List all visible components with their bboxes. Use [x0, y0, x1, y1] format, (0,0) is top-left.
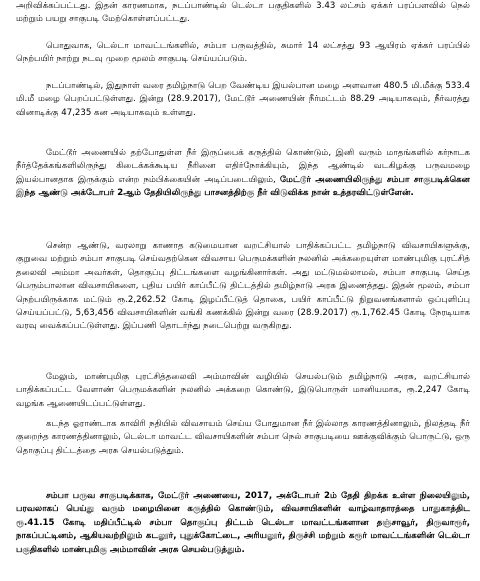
paragraph-2-text: பொதுவாக, டெல்டா மாவட்டங்களில், சம்பா பருவத்தில், சுமார் 14 லட்சத்து 93 ஆயிரம் ஏக்கர் பரப்பில் நெற்பயிர் நாற்று நடவு முறை மூலம் சாகுபடி செய்யப்படும். — [16, 41, 470, 65]
paragraph-1-text: அறிவிக்கப்பட்டது. இதன் காரணமாக, நடப்பாண்டில் டெல்டா பகுதிகளில் 3.43 லட்சம் ஏக்கர் பரப்பளவில் நெல் மற்றும் பயறு சாகுபடி மேற்கொள்ளப்பட்டது. — [16, 1, 470, 25]
paragraph-7-text: கடந்த ஓராண்டாக காவிரி நதியில் விவசாயம் செய்ய போதுமான நீர் இல்லாத காரணத்தினாலும், நிலத்தடி நீர் குறைந்த காரணத்தினாலும், டெல்டா மாவட்ட விவசாயிகளின் சம்பா நெல் சாகுபடியை ஊக்குவிக்கும் பொருட்டு, ஒரு தொகுப்பு திட்டத்தை அரசு செயல்படுத்தும். — [16, 419, 470, 456]
paragraph-5 — [16, 240, 470, 334]
paragraph-3 — [16, 80, 470, 120]
paragraph-1 — [16, 0, 470, 27]
paragraph-6 — [16, 371, 470, 411]
paragraph-8-bold-text: சம்பா பருவ சாகுபடிக்காக, மேட்டூர் அணையை, 2017, அக்டோபர் 2ம் தேதி திறக்க உள்ள நிலையிலும், பரவலாகப் பெய்து வரும் மழையினை கருத்தில் கொண்டும், விவசாயிகளின் வாழ்வாதாரத்தை பாதுகாத்திட ரூ.41.15 கோடி மதிப்பீட்டில் சம்பா தொகுப்பு திட்டம் டெல்டா மாவட்டங்களான தஞ்சாவூர், திருவாரூர், நாகப்பட்டினம், ஆகியவற்றிலும் கடலூர், புதுக்கோட்டை, அரியலூர், திருச்சி மற்றும் கரூர் மாவட்டங்களின் டெல்டா பகுதிகளில் மாண்புமிகு அம்மாவின் அரசு செயல்படுத்தும். — [16, 491, 470, 555]
paragraph-4 — [16, 147, 470, 201]
paragraph-8 — [16, 490, 470, 557]
paragraph-2 — [16, 40, 470, 67]
paragraph-5-text: சென்ற ஆண்டு, வரலாறு காணாத கடுமையான வறட்சியால் பாதிக்கப்பட்ட தமிழ்நாடு விவசாயிகளுக்கு, குறுவை மற்றும் சம்பா சாகுபடி செய்வதற்கென விவசாய பெருமக்களின் நலனில் அக்கறையுள்ள மாண்புமிகு புரட்சித் தலைவி அம்மா அவர்கள், தொகுப்பு திட்டங்களை வழங்கினார்கள். அது மட்டுமல்லாமல், சம்பா சாகுபடி செய்த பெரும்பாலான விவசாயிகளை, புதிய பயிர் காப்பீட்டு திட்டத்தில் தமிழ்நாடு அரசு இணைத்தது. இதன் மூலம், சம்பா நெற்பயிருக்காக மட்டும் ரூ.2,262.52 கோடி இழப்பீட்டுத் தொகை, பயிர் காப்பீட்டு நிறுவனங்களால் ஒப்புளிப்பு செய்யப்பட்டு, 5,63,456 விவசாயிகளின் வங்கி கணக்கில் இன்று வரை (28.9.2017) ரூ.1,762.45 கோடி நேரடியாக வரவு வைக்கப்பட்டுள்ளது. இப்பணி தொடர்ந்து நடைபெற்று வருகிறது. — [16, 241, 470, 332]
paragraph-3-text: நடப்பாண்டில், இதுநாள் வரை தமிழ்நாடு பெற வேண்டிய இயல்பான மழை அளவான 480.5 மி.மீக்கு 533.4 மி.மீ மழை பெறப்பட்டுள்ளது. இன்று (28.9.2017), மேட்டூர் அணையின் நீர்மட்டம் 88.29 அடியாகவும், நீர்வரத்து வினாடிக்கு 47,235 கன அடியாகவும் உள்ளது. — [16, 81, 470, 118]
paragraph-6-text: மேலும், மாண்புமிகு புரட்சித்தலைவி அம்மாவின் வழியில் செயல்படும் தமிழ்நாடு அரசு, வறட்சியால் பாதிக்கப்பட்ட வேளாண் பெருமக்களின் நலனில் அக்கறை கொண்டு, இடுபொருள் மானியமாக, ரூ.2,247 கோடி வழங்க ஆணையிடப்பட்டுள்ளது. — [16, 372, 470, 409]
paragraph-7 — [16, 418, 470, 458]
paragraph-4-bold-text: மேட்டூர் அணையிலிருந்து சம்பா சாகுபடிக்கென இந்த ஆண்டு அக்டோபர் 2ஆம் தேதியிலிருந்து பாசனத்திற்கு நீர் விடுவிக்க நான் உத்தரவிட்டுள்ளேன். — [16, 174, 470, 199]
paragraph-4-text: மேட்டூர் அணையில் தற்போதுள்ள நீர் இருப்பைக் கருத்தில் கொண்டும், இனி வரும் மாதங்களில் கர்நாடக நீர்த்தேக்கங்களிலிருந்து கிடைக்கக்கூடிய நீரினை எதிர்நோக்கியும், இந்த ஆண்டில் வடகிழக்கு பருவமழை இயல்பானதாக இருக்கும் என்ற நம்பிக்கையின் அடிப்படையிலும், — [16, 148, 470, 185]
